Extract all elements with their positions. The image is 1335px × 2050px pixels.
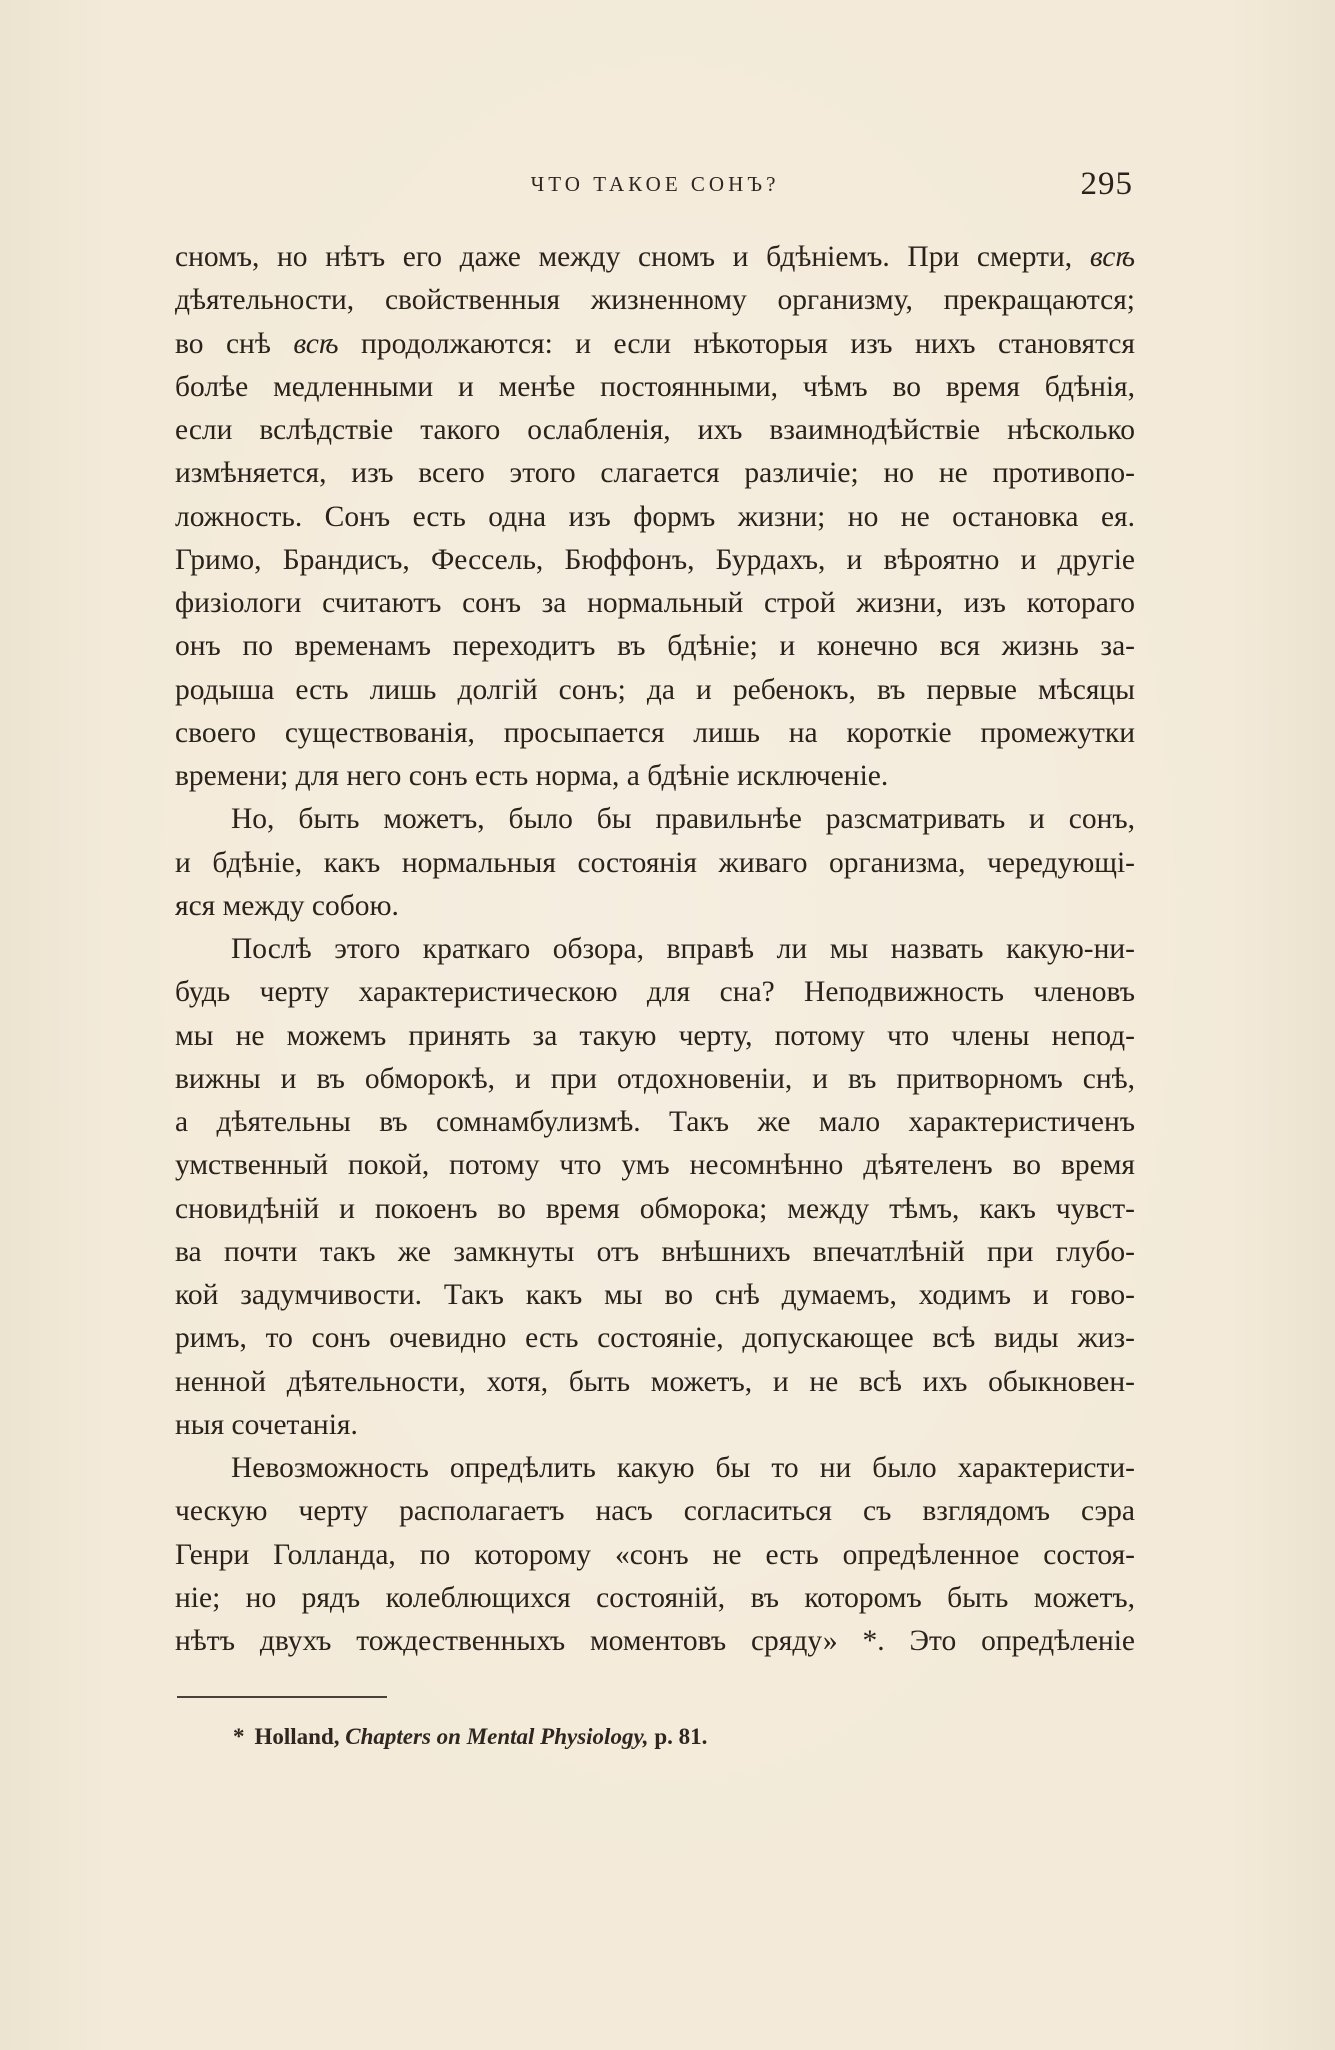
text-line: вижны и въ обморокѣ, и при отдохновеніи, и въ притворномъ снѣ, xyxy=(175,1062,1135,1095)
footnote-author: Holland, xyxy=(254,1724,340,1749)
text-line: ческую черту располагаетъ насъ согласиться съ взглядомъ сэра xyxy=(175,1495,1135,1528)
running-head xyxy=(175,168,1135,208)
text-line: а дѣятельны въ сомнамбулизмѣ. Такъ же мало характеристиченъ xyxy=(175,1106,1135,1138)
text-line: Невозможность опредѣлить какую бы то ни было характеристи- xyxy=(231,1452,1135,1484)
emphasis: всѣ xyxy=(293,327,339,360)
text-line: Генри Голланда, по которому «сонъ не есть опредѣленное состоя- xyxy=(175,1538,1135,1571)
text-line: онъ по временамъ переходитъ въ бдѣніе; и конечно вся жизнь за- xyxy=(175,630,1135,663)
text-line: ніе; но рядъ колеблющихся состояній, въ которомъ быть можетъ, xyxy=(175,1581,1135,1614)
text-line: мы не можемъ принять за такую черту, потому что члены непод- xyxy=(175,1019,1135,1052)
text-line: Послѣ этого краткаго обзора, вправѣ ли мы назвать какую-ни- xyxy=(231,933,1135,965)
text-line: ва почти такъ же замкнуты отъ внѣшнихъ впечатлѣній при глубо- xyxy=(175,1235,1135,1268)
text-line: сномъ, но нѣтъ его даже между сномъ и бдѣніемъ. При смерти, всѣ xyxy=(175,241,1135,273)
text-line: Но, быть можетъ, было бы правильнѣе разсматривать и сонъ, xyxy=(231,803,1135,836)
text-line: ложность. Сонъ есть одна изъ формъ жизни; но не остановка ея. xyxy=(175,500,1135,533)
footnote-page: p. 81. xyxy=(654,1724,708,1749)
footnote-title: Chapters on Mental Physiology, xyxy=(345,1724,649,1749)
emphasis: всѣ xyxy=(1089,241,1135,273)
text-line: дѣятельности, свойственныя жизненному организму, прекращаются; xyxy=(175,284,1135,317)
text-line: времени; для него сонъ есть норма, а бдѣніе исключеніе. xyxy=(175,760,889,792)
text-line: своего существованія, просыпается лишь на короткіе промежутки xyxy=(175,716,1135,749)
text-line: родыша есть лишь долгій сонъ; да и ребенокъ, въ первые мѣсяцы xyxy=(175,673,1135,706)
text-line: яся между собою. xyxy=(175,889,399,922)
text-line: сновидѣній и покоенъ во время обморока; между тѣмъ, какъ чувст- xyxy=(175,1192,1135,1225)
text-line: физіологи считаютъ сонъ за нормальный строй жизни, изъ котораго xyxy=(175,587,1135,619)
text-line: умственный покой, потому что умъ несомнѣнно дѣятеленъ во время xyxy=(175,1149,1135,1182)
text-line: будь черту характеристическою для сна? Неподвижность членовъ xyxy=(175,976,1135,1009)
footnote xyxy=(233,1722,707,1752)
text-line: если вслѣдствіе такого ослабленія, ихъ взаимнодѣйствіе нѣсколько xyxy=(175,414,1135,446)
text-line: ныя сочетанія. xyxy=(175,1408,358,1441)
text-line: во снѣ всѣ продолжаются: и если нѣкоторыя изъ нихъ становятся xyxy=(175,327,1135,360)
body-text xyxy=(175,236,1135,1663)
text-line: ненной дѣятельности, хотя, быть можетъ, и не всѣ ихъ обыкновен- xyxy=(175,1365,1135,1398)
running-head-title: ЧТО ТАКОЕ СОНЪ? xyxy=(530,172,780,196)
text-line: и бдѣніе, какъ нормальныя состоянія живаго организма, чередующі- xyxy=(175,846,1135,879)
text-line: болѣе медленными и менѣе постоянными, чѣмъ во время бдѣнія, xyxy=(175,370,1135,403)
text-line: измѣняется, изъ всего этого слагается различіе; но не противопо- xyxy=(175,457,1135,490)
text-line: Гримо, Брандисъ, Фессель, Бюффонъ, Бурдахъ, и вѣроятно и другіе xyxy=(175,543,1135,576)
text-line: римъ, то сонъ очевидно есть состояніе, допускающее всѣ виды жиз- xyxy=(175,1322,1135,1355)
page-number: 295 xyxy=(1080,166,1133,202)
text-line: кой задумчивости. Такъ какъ мы во снѣ думаемъ, ходимъ и гово- xyxy=(175,1279,1135,1311)
footnote-marker: * xyxy=(233,1724,245,1749)
text-line: нѣтъ двухъ тождественныхъ моментовъ сряду» *. Это опредѣленіе xyxy=(175,1625,1135,1657)
footnote-divider xyxy=(177,1696,387,1698)
